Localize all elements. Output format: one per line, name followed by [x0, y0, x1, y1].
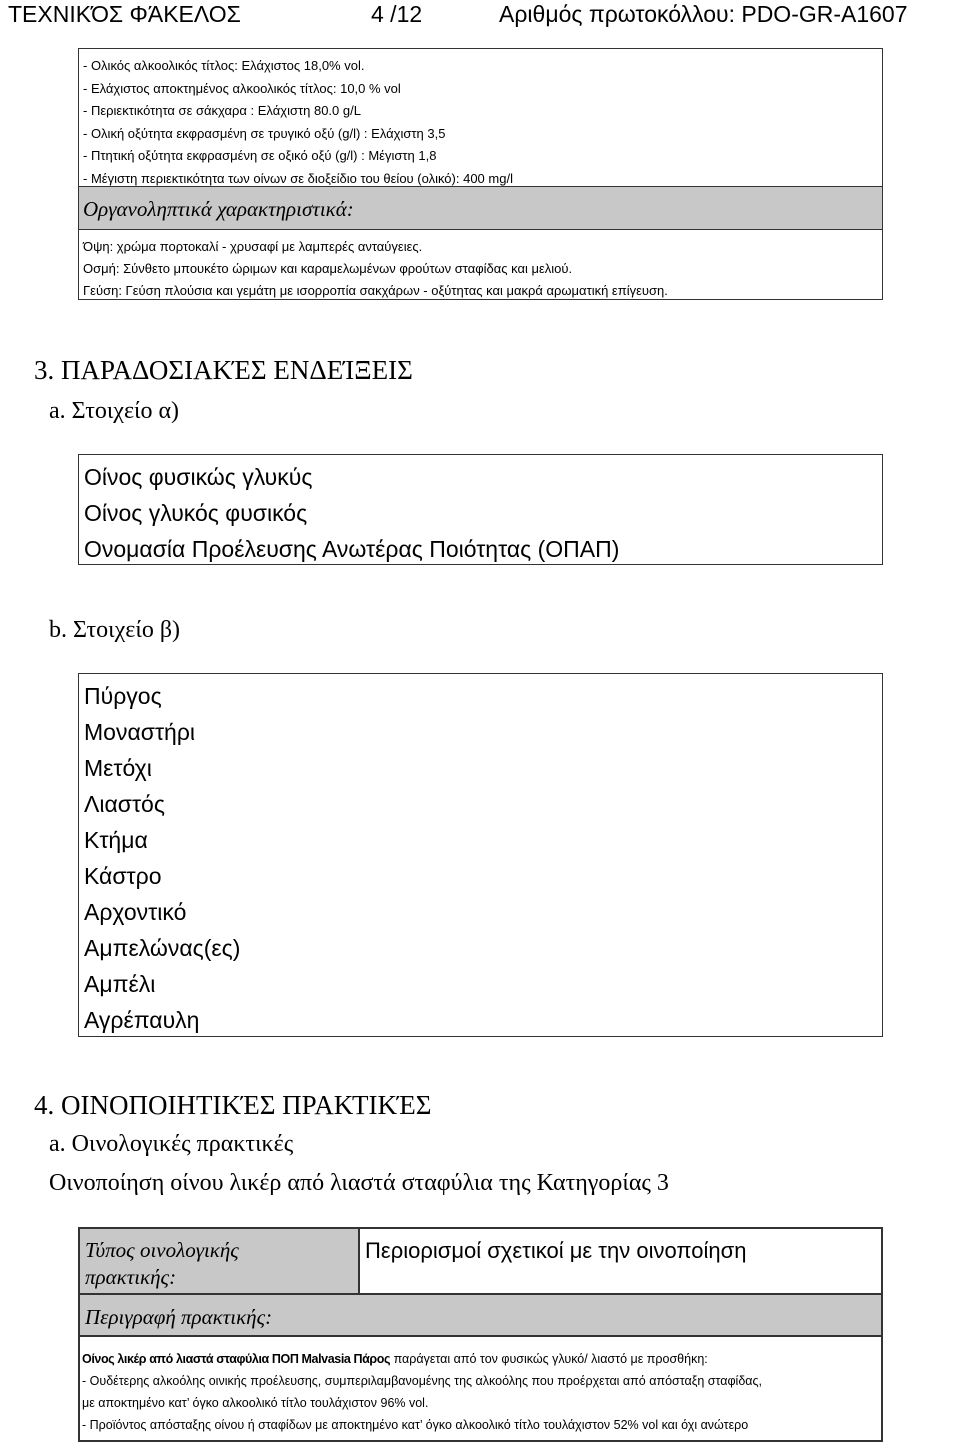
description-intro-bold: Οίνος λικέρ από λιαστά σταφύλια ΠΟΠ Malvasia Πάρος: [82, 1352, 391, 1366]
practice-title: Οινοποίηση οίνου λικέρ από λιαστά σταφύλια της Κατηγορίας 3: [49, 1170, 669, 1196]
description-line: με αποκτημένο κατ’ όγκο αλκοολικό τίτλο τουλάχιστον 96% vol.: [82, 1396, 429, 1410]
description-line: - Προϊόντος απόσταξης οίνου ή σταφίδων με αποκτημένο κατ’ όγκο αλκοολικό τίτλο τουλάχιστον 52% vol και όχι ανώτερο: [82, 1418, 749, 1432]
document-title: ΤΕΧΝΙΚΌΣ ΦΆΚΕΛΟΣ: [8, 1, 241, 27]
item-a-line: Οίνος γλυκός φυσικός: [84, 500, 308, 526]
section-4a-title: a. Οινολογικές πρακτικές: [49, 1131, 294, 1157]
item-b-line: Κάστρο: [84, 863, 162, 889]
organoleptic-line: Γεύση: Γεύση πλούσια και γεμάτη με ισορροπία σακχάρων - οξύτητας και μακρά αρωματική επίγευση.: [83, 283, 668, 298]
spec-lines: [79, 49, 882, 190]
item-b-box: [78, 673, 883, 1037]
organoleptic-line: Οσμή: Σύνθετο μπουκέτο ώριμων και καραμελωμένων φρούτων σταφίδας και μελιού.: [83, 261, 573, 276]
item-b-line: Αμπέλι: [84, 971, 156, 997]
item-b-line: Μοναστήρι: [84, 719, 196, 745]
type-label: [85, 1237, 239, 1291]
item-b-line: Αμπελώνας(ες): [84, 935, 241, 961]
section-3-title: 3. ΠΑΡΑΔΟΣΙΑΚΈΣ ΕΝΔΕΊΞΕΙΣ: [34, 355, 413, 385]
item-b-line: Κτήμα: [84, 827, 148, 853]
organoleptic-heading-bar: [79, 186, 882, 230]
description-line: - Ουδέτερης αλκοόλης οινικής προέλευσης, συμπεριλαμβανομένης της αλκοόλης που προέρχεται από απόσταξη σταφίδας,: [82, 1374, 763, 1388]
item-b-line: Λιαστός: [84, 791, 165, 817]
description-intro-rest: παράγεται από τον φυσικώς γλυκό/ λιαστό με προσθήκη:: [390, 1352, 708, 1366]
organoleptic-lines: [83, 236, 668, 302]
organoleptic-heading: Οργανοληπτικά χαρακτηριστικά:: [83, 197, 354, 221]
organoleptic-line: Όψη: χρώμα πορτοκαλί - χρυσαφί με λαμπερές ανταύγειες.: [83, 239, 423, 254]
item-a-line: Ονομασία Προέλευσης Ανωτέρας Ποιότητας (ΟΠΑΠ): [84, 536, 620, 562]
spec-line: - Ελάχιστος αποκτημένος αλκοολικός τίτλος: 10,0 % vol: [83, 80, 401, 96]
item-b-line: Αγρέπαυλη: [84, 1007, 200, 1033]
type-label-line-1: Τύπος οινολογικής: [85, 1238, 239, 1262]
description-label: Περιγραφή πρακτικής:: [85, 1305, 273, 1329]
type-label-line-2: πρακτικής:: [85, 1265, 177, 1289]
protocol-number: Αριθμός πρωτοκόλλου: PDO-GR-A1607: [499, 1, 908, 27]
item-b-line: Πύργος: [84, 683, 162, 709]
spec-line: - Μέγιστη περιεκτικότητα των οίνων σε διοξείδιο του θείου (ολικό): 400 mg/l: [83, 170, 513, 186]
item-a-line: Οίνος φυσικώς γλυκύς: [84, 464, 313, 490]
description-intro: [82, 1348, 762, 1370]
section-4-title: 4. ΟΙΝΟΠΟΙΗΤΙΚΈΣ ΠΡΑΚΤΙΚΈΣ: [34, 1090, 432, 1120]
item-b-line: Αρχοντικό: [84, 899, 187, 925]
page-number: 4 /12: [371, 1, 423, 27]
description-lines: [82, 1348, 762, 1436]
item-a-box: [78, 454, 883, 565]
page-header: [0, 0, 960, 30]
spec-line: - Ολική οξύτητα εκφρασμένη σε τρυγικό οξύ (g/l) : Ελάχιστη 3,5: [83, 125, 446, 141]
spec-line: - Πτητική οξύτητα εκφρασμένη σε οξικό οξύ (g/l) : Μέγιστη 1,8: [83, 148, 437, 163]
item-b-title: b. Στοιχείο β): [49, 617, 181, 643]
spec-line: - Περιεκτικότητα σε σάκχαρα : Ελάχιστη 80.0 g/L: [83, 103, 361, 118]
item-b-line: Μετόχι: [84, 755, 152, 781]
item-a-title: a. Στοιχείο α): [49, 398, 180, 424]
specifications-box: [78, 48, 883, 300]
spec-line: - Ολικός αλκοολικός τίτλος: Ελάχιστος 18,0% vol.: [83, 58, 365, 73]
type-value: Περιορισμοί σχετικοί με την οινοποίηση: [365, 1238, 747, 1263]
